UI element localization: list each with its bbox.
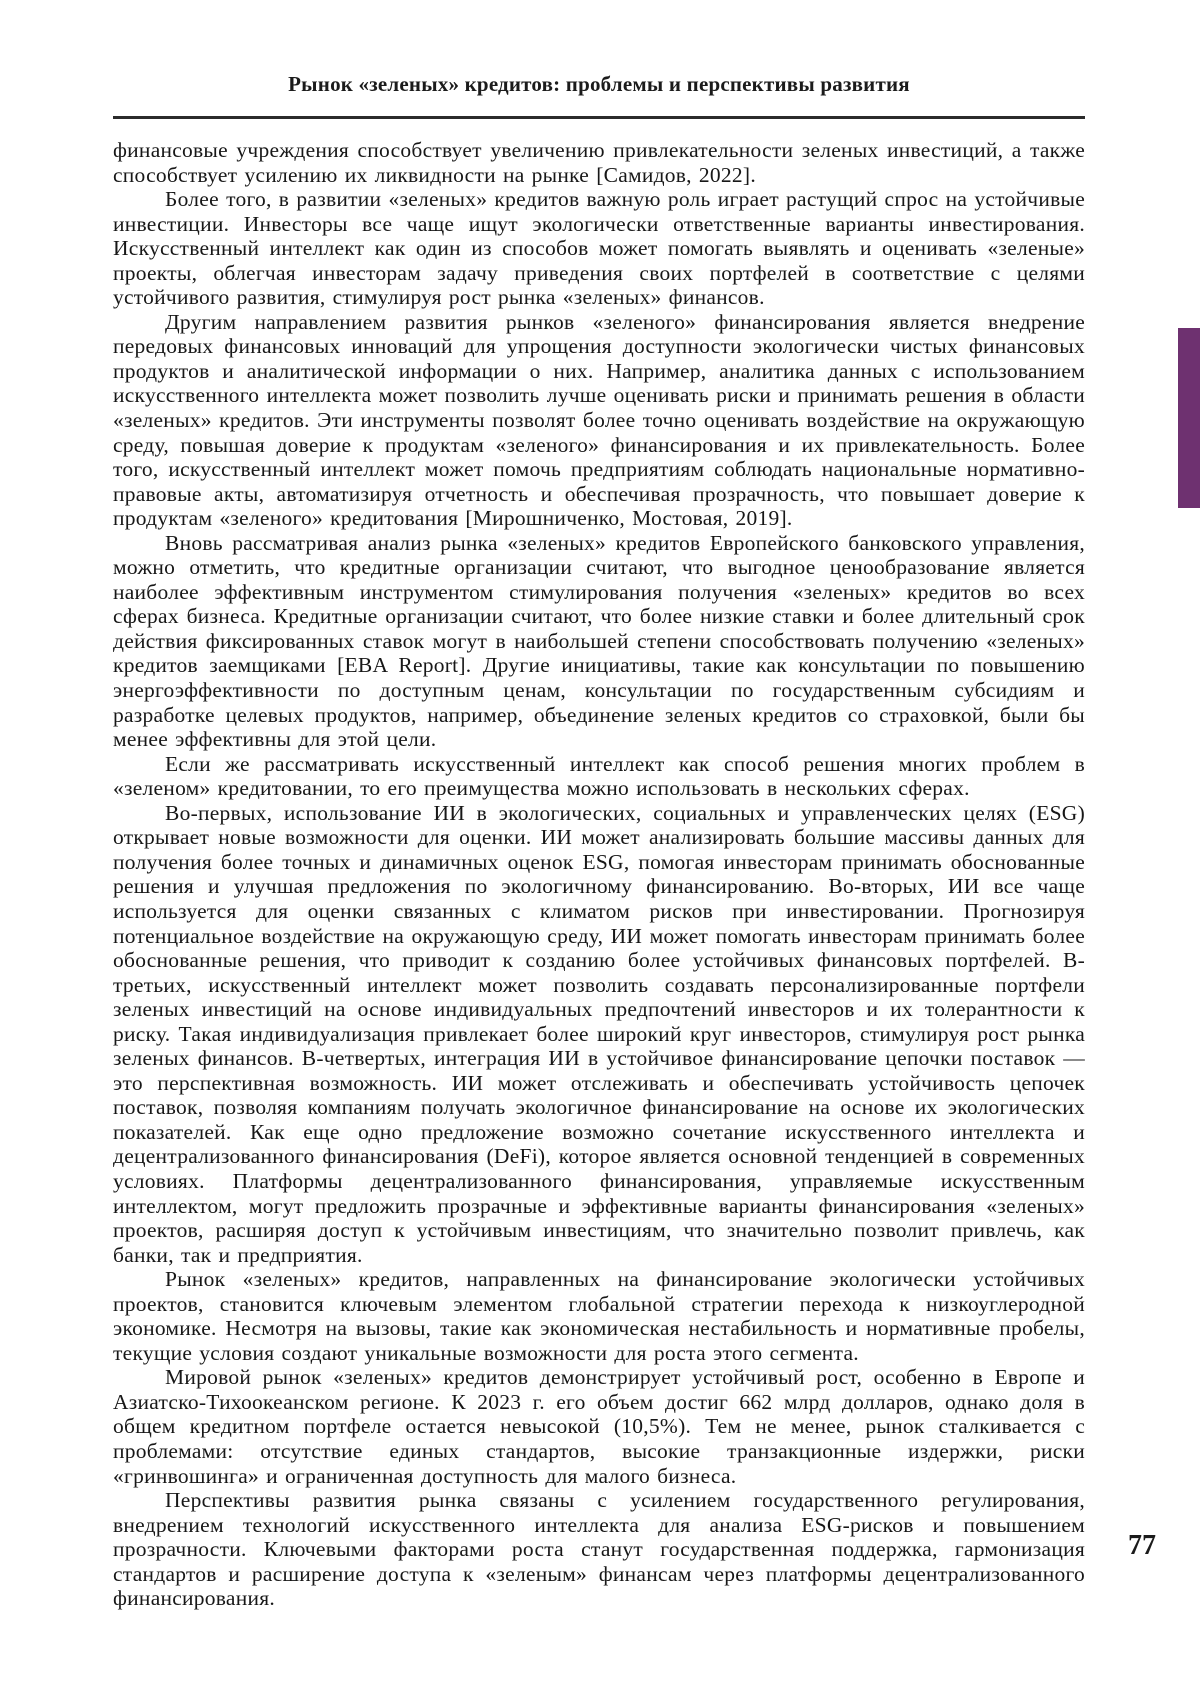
paragraph: Если же рассматривать искусственный интеллект как способ решения многих проблем в «зеленом» кредитовании, то его преимущества можно использовать в нескольких сферах.: [113, 751, 1085, 801]
paragraph: Мировой рынок «зеленых» кредитов демонстрирует устойчивый рост, особенно в Европе и Азиатско-Тихоокеанском регионе. К 2023 г. его объем достиг 662 млрд долларов, однако доля в общем кредитном портфеле остается невысокой (10,5%). Тем не менее, рынок сталкивается с проблемами: отсутствие единых стандартов, высокие транзакционные издержки, риски «гринвошинга» и ограниченная доступность для малого бизнеса.: [113, 1365, 1085, 1488]
chapter-edge-tab: [1178, 328, 1200, 508]
paragraph: Другим направлением развития рынков «зеленого» финансирования является внедрение передовых финансовых инноваций для упрощения доступности экологически чистых финансовых продуктов и аналитической информации о них. Например, аналитика данных с использованием искусственного интеллекта может позволить лучше оценивать риски и принимать решения в области «зеленых» кредитов. Эти инструменты позволят более точно оценивать воздействие на окружающую среду, повышая доверие к продуктам «зеленого» финансирования и их привлекательность. Более того, искусственный интеллект может помочь предприятиям соблюдать национальные нормативно-правовые акты, автоматизируя отчетность и обеспечивая прозрачность, что повышает доверие к продуктам «зеленого» кредитования [Мирошниченко, Мостовая, 2019].: [113, 309, 1085, 531]
header-rule: [113, 116, 1085, 119]
paragraph: Перспективы развития рынка связаны с усилением государственного регулирования, внедрением технологий искусственного интеллекта для анализа ESG-рисков и повышением прозрачности. Ключевыми факторами роста станут государственная поддержка, гармонизация стандартов и расширение доступа к «зеленым» финансам через платформы децентрализованного финансирования.: [113, 1488, 1085, 1611]
running-head: Рынок «зеленых» кредитов: проблемы и перспективы развития: [288, 72, 910, 96]
article-body: [113, 138, 1085, 1611]
paragraph: финансовые учреждения способствует увеличению привлекательности зеленых инвестиций, а также способствует усилению их ликвидности на рынке [Самидов, 2022].: [113, 138, 1085, 187]
paragraph: Во-первых, использование ИИ в экологических, социальных и управленческих целях (ESG) открывает новые возможности для оценки. ИИ может анализировать большие массивы данных для получения более точных и динамичных оценок ESG, помогая инвесторам принимать обоснованные решения и улучшая предложения по экологичному финансированию. Во-вторых, ИИ все чаще используется для оценки связанных с климатом рисков при инвестировании. Прогнозируя потенциальное воздействие на окружающую среду, ИИ может помогать инвесторам принимать более обоснованные решения, что приводит к созданию более устойчивых финансовых портфелей. В-третьих, искусственный интеллект может позволить создавать персонализированные портфели зеленых инвестиций на основе индивидуальных предпочтений инвесторов и их толерантности к риску. Такая индивидуализация привлекает более широкий круг инвесторов, стимулируя рост рынка зеленых финансов. В-четвертых, интеграция ИИ в устойчивое финансирование цепочки поставок — это перспективная возможность. ИИ может отслеживать и обеспечивать устойчивость цепочек поставок, позволяя компаниям получать экологичное финансирование на основе их экологических показателей. Как еще одно предложение возможно сочетание искусственного интеллекта и децентрализованного финансирования (DeFi), которое является основной тенденцией в современных условиях. Платформы децентрализованного финансирования, управляемые искусственным интеллектом, могут предложить прозрачные и эффективные варианты финансирования «зеленых» проектов, расширяя доступ к устойчивым инвестициям, что значительно позволит привлечь, как банки, так и предприятия.: [113, 800, 1085, 1267]
page-number: 77: [1128, 1530, 1156, 1561]
paragraph: Более того, в развитии «зеленых» кредитов важную роль играет растущий спрос на устойчивые инвестиции. Инвесторы все чаще ищут экологически ответственные варианты инвестирования. Искусственный интеллект как один из способов может помогать выявлять и оценивать «зеленые» проекты, облегчая инвесторам задачу приведения своих портфелей в соответствие с целями устойчивого развития, стимулируя рост рынка «зеленых» финансов.: [113, 187, 1085, 310]
paragraph: Вновь рассматривая анализ рынка «зеленых» кредитов Европейского банковского управления, можно отметить, что кредитные организации считают, что выгодное ценообразование является наиболее эффективным инструментом стимулирования получения «зеленых» кредитов во всех сферах бизнеса. Кредитные организации считают, что более низкие ставки и более длительный срок действия фиксированных ставок могут в наибольшей степени способствовать получению «зеленых» кредитов заемщиками [EBA Report]. Другие инициативы, такие как консультации по повышению энергоэффективности по доступным ценам, консультации по государственным субсидиям и разработке целевых продуктов, например, объединение зеленых кредитов со страховкой, были бы менее эффективны для этой цели.: [113, 530, 1085, 752]
paragraph: Рынок «зеленых» кредитов, направленных на финансирование экологически устойчивых проектов, становится ключевым элементом глобальной стратегии перехода к низкоуглеродной экономике. Несмотря на вызовы, такие как экономическая нестабильность и нормативные пробелы, текущие условия создают уникальные возможности для роста этого сегмента.: [113, 1267, 1085, 1365]
